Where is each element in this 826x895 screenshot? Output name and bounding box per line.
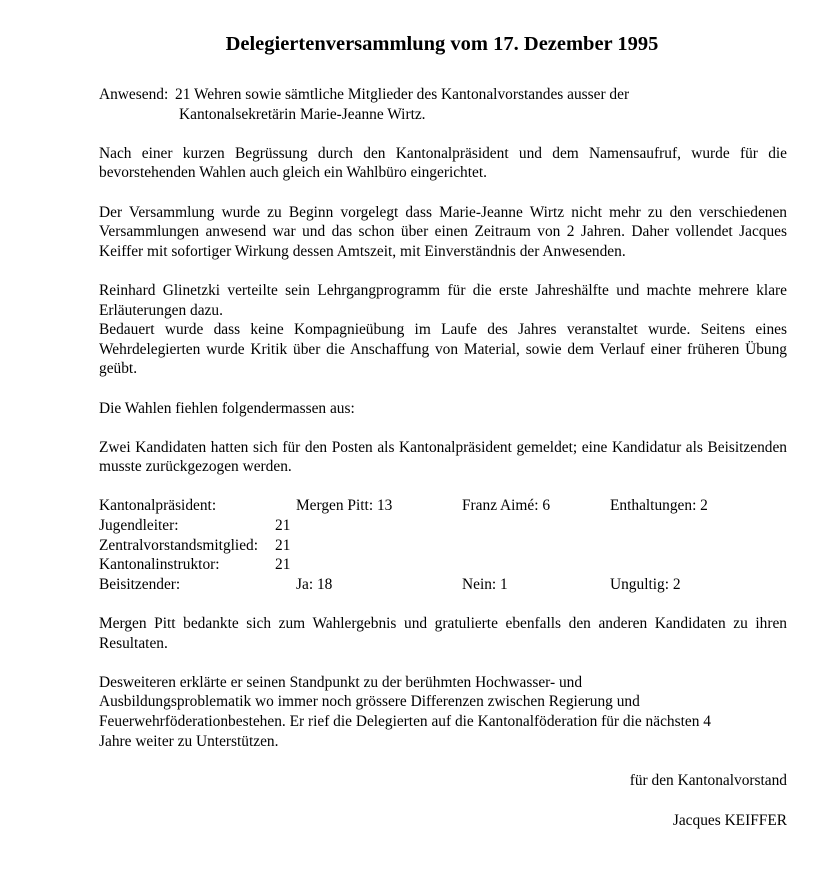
result-assessor-invalid: Ungultig: 2 [610,575,681,593]
paragraph-secretary: Der Versammlung wurde zu Beginn vorgelegt dass Marie-Jeanne Wirtz nicht mehr zu den verschiedenen Versammlungen anwesend war und das schon über einen Zeitraum von 2 Jahren. Daher vollendet Jacques Keiffer mit sofortiger Wirkung dessen Amtszeit, mit Einverständnis der Anwesenden. [99,203,787,260]
paragraph-course-program: Reinhard Glinetzki verteilte sein Lehrgangprogramm für die erste Jahreshälfte und machte mehrere klare Erläuterungen dazu. [99,281,787,319]
attendance-label: Anwesend: [99,86,169,103]
result-instructor-value: 21 [275,556,291,574]
result-label-youth: Jugendleiter: [99,517,179,535]
paragraph-thanks: Mergen Pitt bedankte sich zum Wahlergebnis und gratulierte ebenfalls den anderen Kandidaten zu ihren Resultaten. [99,615,787,652]
result-label-central: Zentralvorstandsmitglied: [99,536,259,554]
document-title: Delegiertenversammlung vom 17. Dezember 1995 [225,33,659,55]
paragraph-greeting: Nach einer kurzen Begrüssung durch den Kantonalpräsident und dem Namensaufruf, wurde für die bevorstehenden Wahlen auch gleich ein Wahlbüro eingerichtet. [99,144,787,182]
paragraph-standpoint [99,673,787,751]
paragraph-elections-intro: Die Wahlen fiehlen folgendermassen aus: [99,399,355,417]
result-youth-value: 21 [275,517,291,535]
result-label-instructor: Kantonalinstruktor: [99,556,220,574]
result-label-president: Kantonalpräsident: [99,497,217,515]
attendance-line-2: Kantonalsekretärin Marie-Jeanne Wirtz. [179,105,426,123]
result-assessor-yes: Ja: 18 [296,575,333,593]
paragraph-standpoint-line: Ausbildungsproblematik wo immer noch grössere Differenzen zwischen Regierung und [99,693,640,711]
paragraph-candidates: Zwei Kandidaten hatten sich für den Posten als Kantonalpräsident gemeldet; eine Kandidatur als Beisitzenden musste zurückgezogen werden. [99,438,787,476]
document-body [99,85,787,830]
attendance [99,85,787,105]
paragraph-standpoint-line: Jahre weiter zu Unterstützen. [99,732,279,750]
paragraph-criticism: Bedauert wurde dass keine Kompagnieübung im Laufe des Jahres veranstaltet wurde. Seitens eines Wehrdelegierten wurde Kritik über die Anschaffung von Material, sowie dem Verlauf einer früheren Übung geübt. [99,321,787,378]
result-president-candidate-1: Mergen Pitt: 13 [296,497,393,515]
result-assessor-no: Nein: 1 [462,575,508,593]
result-label-assessor: Beisitzender: [99,575,181,593]
attendance-line-1: 21 Wehren sowie sämtliche Mitglieder des Kantonalvorstandes ausser der [175,86,630,103]
result-president-abstentions: Enthaltungen: 2 [610,497,708,515]
signature-name: Jacques KEIFFER [672,811,787,829]
result-central-value: 21 [275,536,291,554]
signature-line: für den Kantonalvorstand [629,772,787,790]
paragraph-standpoint-line: Desweiteren erklärte er seinen Standpunkt zu der berühmten Hochwasser- und [99,673,583,691]
election-results [99,496,787,594]
paragraph-standpoint-line: Feuerwehrföderationbestehen. Er rief die Delegierten auf die Kantonalföderation für die nächsten 4 [99,713,711,731]
result-president-candidate-2: Franz Aimé: 6 [462,497,551,515]
